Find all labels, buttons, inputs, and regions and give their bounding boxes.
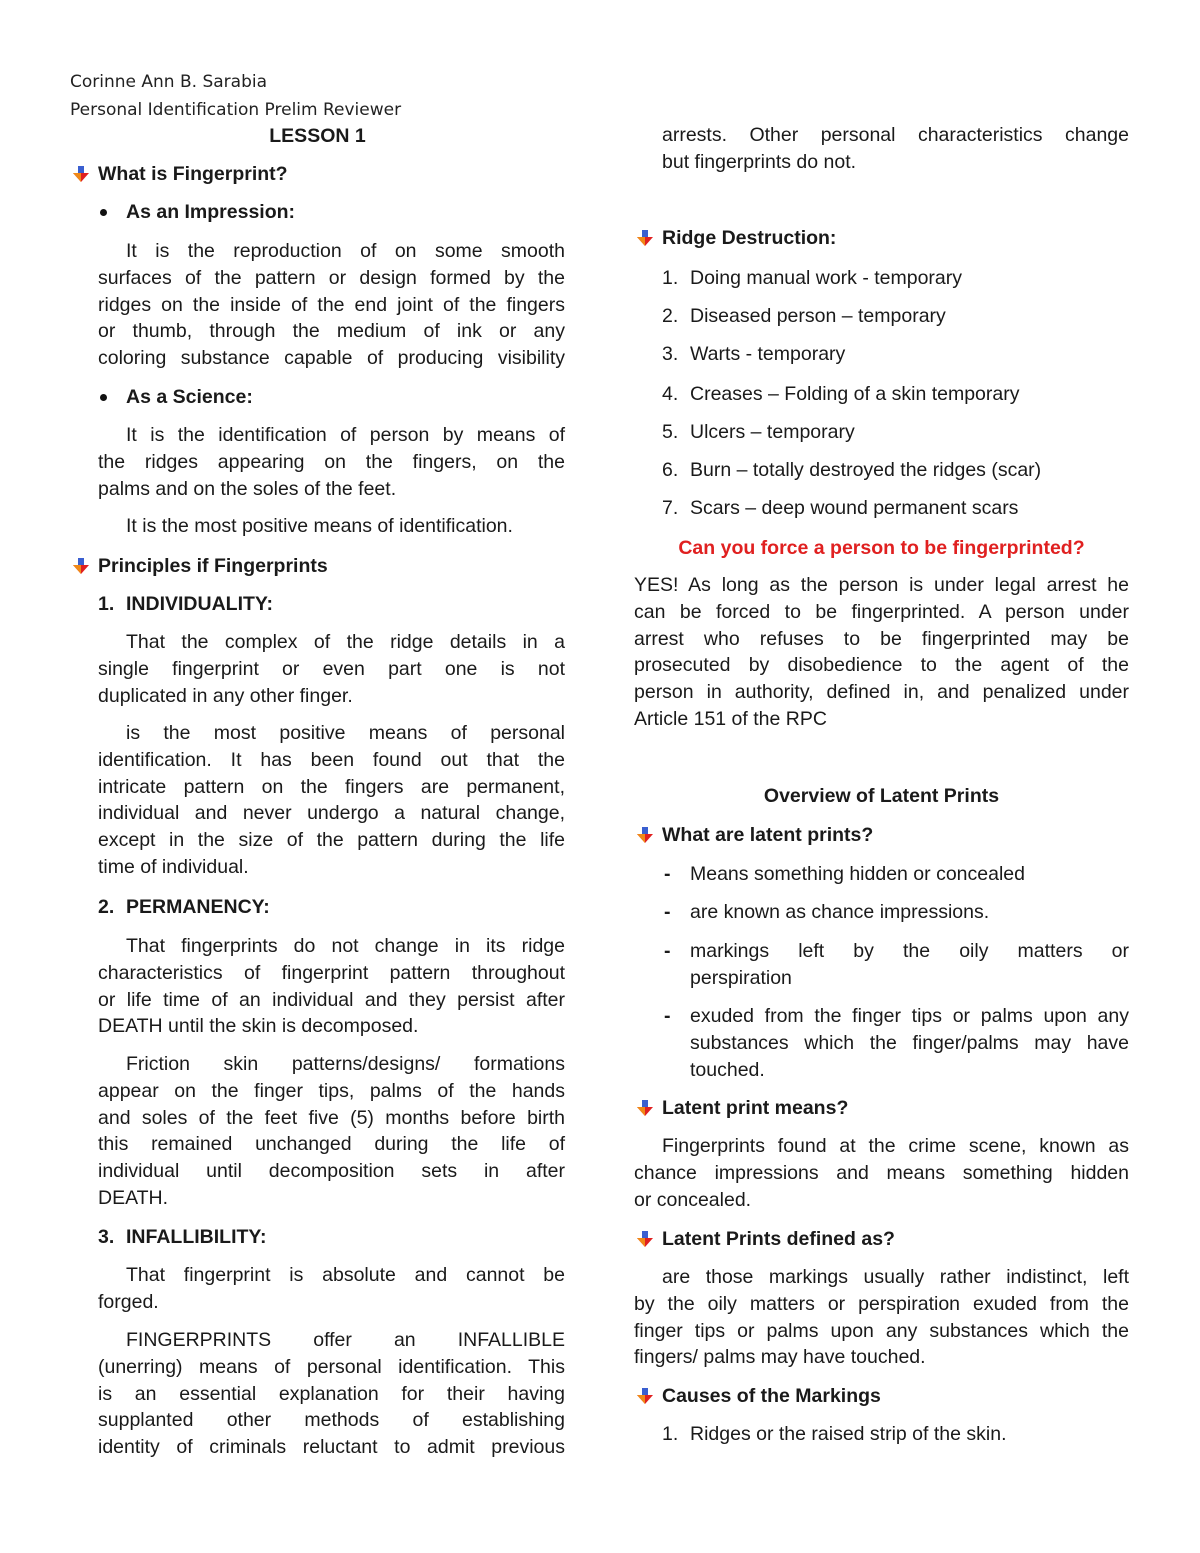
list-number: 3. [662, 343, 679, 365]
bullet-dot-icon [100, 209, 107, 216]
text-line: can be forced to be fingerprinted. A person under [634, 600, 1129, 623]
most-positive-line: It is the most positive means of identification. [126, 515, 513, 537]
list-item: 3. Warts - temporary [634, 341, 1129, 368]
list-item: 6. Burn – totally destroyed the ridges (scar) [634, 457, 1129, 484]
as-science-paragraph [98, 422, 565, 502]
heading-latent-defined: Latent Prints defined as? [634, 1226, 1129, 1253]
text-line: markings left by the oily matters or [690, 940, 1129, 962]
text-line: are known as chance impressions. [690, 901, 990, 923]
dash-marker: - [664, 1005, 671, 1027]
text-line: by the oily matters or perspiration exuded from the [634, 1292, 1129, 1315]
latent-means-paragraph [634, 1133, 1129, 1213]
text-line: That fingerprint is absolute and cannot be [126, 1264, 565, 1286]
as-impression-paragraph [98, 238, 565, 372]
text-line: DEATH. [98, 1186, 169, 1209]
list-number: 7. [662, 497, 679, 519]
infallibility-paragraph-1 [98, 1262, 565, 1316]
list-item: 1. Doing manual work - temporary [634, 265, 1129, 292]
individuality-paragraph-2 [98, 720, 565, 881]
heading-what-are-latent: What are latent prints? [634, 822, 1129, 849]
text-line: (unerring) means of personal identification. This [98, 1355, 565, 1378]
text-line: is an essential explanation for their having [98, 1382, 565, 1405]
list-item [634, 861, 1129, 888]
list-number: 5. [662, 421, 679, 443]
list-item: 4. Creases – Folding of a skin temporary [634, 381, 1129, 408]
list-number: 2. [662, 305, 679, 327]
text-line: individual until decomposition sets in after [98, 1160, 565, 1183]
principle-infallibility: 3. INFALLIBILITY: [70, 1224, 565, 1251]
list-item: 2. Diseased person – temporary [634, 303, 1129, 330]
text-line: coloring substance capable of producing visibility [98, 347, 565, 370]
infallibility-paragraph-2 [98, 1327, 565, 1461]
text-line: or life time of an individual and they persist after [98, 988, 565, 1011]
heading-causes-of-markings: Causes of the Markings [634, 1383, 1129, 1410]
heading-what-is-fingerprint: What is Fingerprint? [70, 161, 565, 188]
text-line: substances which the finger/palms may have [690, 1031, 1129, 1054]
list-number: 3. [98, 1226, 115, 1248]
text-line: perspiration [690, 966, 792, 989]
text-line: arrest who refuses to be fingerprinted may be [634, 627, 1129, 650]
list-number: 1. [662, 267, 679, 289]
text-line: That fingerprints do not change in its ridge [126, 935, 565, 957]
text-line: ridges on the inside of the end joint of the fingers [98, 293, 565, 316]
arrow-bullet-icon [72, 557, 90, 575]
text-line: fingers/ palms may have touched. [634, 1346, 926, 1369]
subheading-as-science: As a Science: [70, 384, 565, 411]
principle-individuality: 1. INDIVIDUALITY: [70, 591, 565, 618]
text-line: but fingerprints do not. [662, 150, 857, 173]
text-line: duplicated in any other finger. [98, 684, 353, 707]
heading-ridge-destruction: Ridge Destruction: [634, 225, 1129, 252]
text-line: finger tips or palms upon any substances which the [634, 1319, 1129, 1342]
text-line: identification. It has been found out that the [98, 748, 565, 771]
text-line: touched. [690, 1058, 765, 1081]
list-number: 1. [98, 593, 115, 615]
permanency-paragraph-1 [98, 933, 565, 1040]
list-item: 7. Scars – deep wound permanent scars [634, 495, 1129, 522]
list-item: 1. Ridges or the raised strip of the skin. [634, 1421, 1129, 1448]
subheading-as-impression: As an Impression: [70, 199, 565, 226]
dash-marker: - [664, 940, 671, 962]
text-line: are those markings usually rather indistinct, left [662, 1266, 1129, 1288]
dash-marker: - [664, 901, 671, 923]
force-answer-paragraph [634, 572, 1129, 733]
text-line: Fingerprints found at the crime scene, known as [662, 1135, 1129, 1157]
text-line: Friction skin patterns/designs/ formations [126, 1053, 565, 1075]
arrow-bullet-icon [636, 826, 654, 844]
text-line: this remained unchanged during the life of [98, 1133, 565, 1156]
latent-defined-paragraph [634, 1264, 1129, 1371]
arrow-bullet-icon [72, 165, 90, 183]
text-line: intricate pattern on the fingers are permanent, [98, 775, 565, 798]
text-line: surfaces of the pattern or design formed by the [98, 266, 565, 289]
list-item: 5. Ulcers – temporary [634, 419, 1129, 446]
text-line: YES! As long as the person is under legal arrest he [634, 574, 1129, 596]
text-line: identity of criminals reluctant to admit previous [98, 1436, 565, 1459]
text-line: prosecuted by disobedience to the agent of the [634, 654, 1129, 677]
arrow-bullet-icon [636, 1230, 654, 1248]
text-line: Article 151 of the RPC [634, 707, 827, 730]
text-line: individual and never undergo a natural change, [98, 802, 565, 825]
text-line: or thumb, through the medium of ink or any [98, 320, 565, 343]
text-line: palms and on the soles of the feet. [98, 477, 397, 500]
list-number: 2. [98, 896, 115, 918]
text-line: DEATH until the skin is decomposed. [98, 1015, 419, 1038]
arrow-bullet-icon [636, 1387, 654, 1405]
text-line: It is the identification of person by means of [126, 424, 565, 446]
list-item [634, 938, 1129, 992]
list-number: 4. [662, 383, 679, 405]
text-line: arrests. Other personal characteristics change [662, 124, 1129, 146]
text-line: the ridges appearing on the fingers, on the [98, 450, 565, 473]
arrow-bullet-icon [636, 1099, 654, 1117]
text-line: chance impressions and means something hidden [634, 1161, 1129, 1184]
permanency-paragraph-2 [98, 1051, 565, 1212]
text-line: is the most positive means of personal [126, 722, 565, 744]
text-line: and soles of the feet five (5) months before birth [98, 1106, 565, 1129]
document-author: Corinne Ann B. Sarabia [70, 72, 267, 92]
list-number: 1. [662, 1423, 679, 1445]
text-line: appear on the finger tips, palms of the hands [98, 1079, 565, 1102]
arrow-bullet-icon [636, 229, 654, 247]
text-line: FINGERPRINTS offer an INFALLIBLE [126, 1329, 565, 1351]
text-line: or concealed. [634, 1188, 752, 1211]
text-line: forged. [98, 1290, 159, 1313]
latent-section-title: Overview of Latent Prints [763, 785, 1000, 807]
text-line: It is the reproduction of on some smooth [126, 240, 565, 262]
individuality-paragraph-1 [98, 629, 565, 709]
list-number: 6. [662, 459, 679, 481]
heading-latent-means: Latent print means? [634, 1095, 1129, 1122]
text-line: That the complex of the ridge details in a [126, 631, 565, 653]
text-line: Means something hidden or concealed [690, 863, 1025, 885]
principle-permanency: 2. PERMANENCY: [70, 894, 565, 921]
continuation-paragraph [662, 122, 1129, 176]
dash-marker: - [664, 863, 671, 885]
force-question: Can you force a person to be fingerprinted? [678, 537, 1085, 559]
text-line: characteristics of fingerprint pattern throughout [98, 961, 565, 984]
bullet-dot-icon [100, 394, 107, 401]
text-line: time of individual. [98, 855, 249, 878]
list-item [634, 899, 1129, 926]
document-subtitle: Personal Identification Prelim Reviewer [70, 100, 402, 120]
heading-principles: Principles if Fingerprints [70, 553, 565, 580]
text-line: except in the size of the pattern during the life [98, 829, 565, 852]
list-item [634, 1003, 1129, 1083]
text-line: person in authority, defined in, and penalized under [634, 681, 1129, 704]
text-line: exuded from the finger tips or palms upon any [690, 1005, 1129, 1027]
text-line: single fingerprint or even part one is not [98, 657, 565, 680]
lesson-title: LESSON 1 [269, 125, 366, 147]
text-line: supplanted other methods of establishing [98, 1409, 565, 1432]
